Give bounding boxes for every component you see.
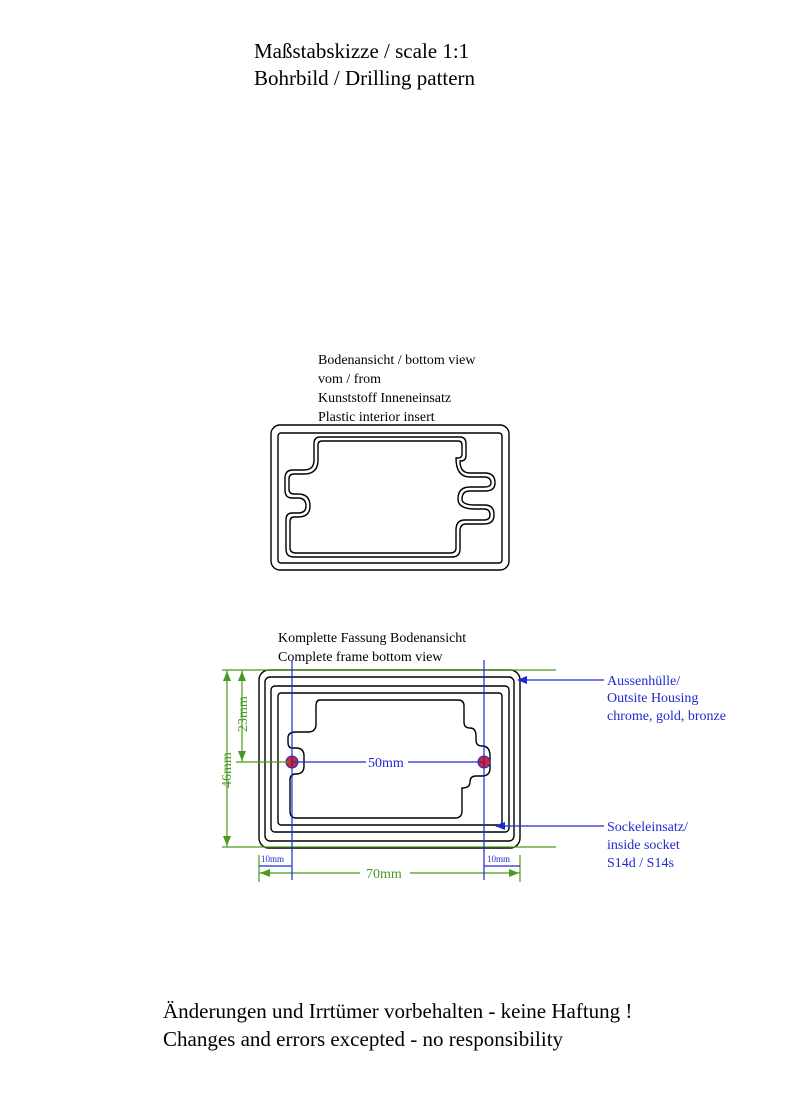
arrow-socket bbox=[495, 822, 505, 830]
plastic-insert-drawing bbox=[271, 425, 509, 570]
arrow-70-left bbox=[260, 869, 270, 877]
disclaimer bbox=[163, 997, 632, 1053]
callout-socket-line-1: Sockeleinsatz/ bbox=[607, 820, 688, 835]
dim-height-half-label: 23mm bbox=[236, 696, 251, 732]
title-line-2: Bohrbild / Drilling pattern bbox=[254, 66, 476, 90]
dim-offset-right-label: 10mm bbox=[487, 854, 511, 864]
disclaimer-line-2: Changes and errors excepted - no responsibility bbox=[163, 1027, 564, 1051]
callout-housing-line-3: chrome, gold, bronze bbox=[607, 709, 726, 724]
bottom-view-caption-line-1: Komplette Fassung Bodenansicht bbox=[278, 631, 467, 646]
callout-socket bbox=[607, 820, 688, 871]
green-dimension-lines bbox=[222, 670, 556, 882]
dim-width-total-label: 70mm bbox=[366, 867, 402, 882]
insert-inner-outline bbox=[278, 433, 502, 563]
arrow-housing bbox=[517, 676, 527, 684]
top-view-caption-line-1: Bodenansicht / bottom view bbox=[318, 353, 476, 368]
callout-housing-line-2: Outsite Housing bbox=[607, 691, 699, 706]
arrow-23-bottom bbox=[238, 751, 246, 761]
arrow-70-right bbox=[509, 869, 519, 877]
insert-cavity-outer bbox=[285, 437, 495, 557]
top-view-caption-line-4: Plastic interior insert bbox=[318, 410, 435, 425]
callout-socket-line-3: S14d / S14s bbox=[607, 856, 674, 871]
disclaimer-line-1: Änderungen und Irrtümer vorbehalten - keine Haftung ! bbox=[163, 999, 633, 1023]
arrow-46-top bbox=[223, 671, 231, 681]
title-line-1: Maßstabskizze / scale 1:1 bbox=[254, 39, 470, 63]
dim-height-total-label: 46mm bbox=[220, 752, 235, 788]
blue-arrowheads bbox=[495, 676, 527, 830]
green-arrowheads bbox=[223, 671, 519, 877]
dim-offset-left-label: 10mm bbox=[261, 854, 285, 864]
callout-housing-line-1: Aussenhülle/ bbox=[607, 674, 681, 689]
bottom-view-caption-line-2: Complete frame bottom view bbox=[278, 650, 443, 665]
dim-hole-spacing-label: 50mm bbox=[368, 756, 404, 771]
arrow-23-top bbox=[238, 671, 246, 681]
top-view-caption-line-3: Kunststoff Inneneinsatz bbox=[318, 391, 452, 406]
callout-socket-line-2: inside socket bbox=[607, 838, 680, 853]
arrow-46-bottom bbox=[223, 836, 231, 846]
top-view-caption-line-2: vom / from bbox=[318, 372, 381, 387]
callout-housing bbox=[607, 674, 726, 724]
